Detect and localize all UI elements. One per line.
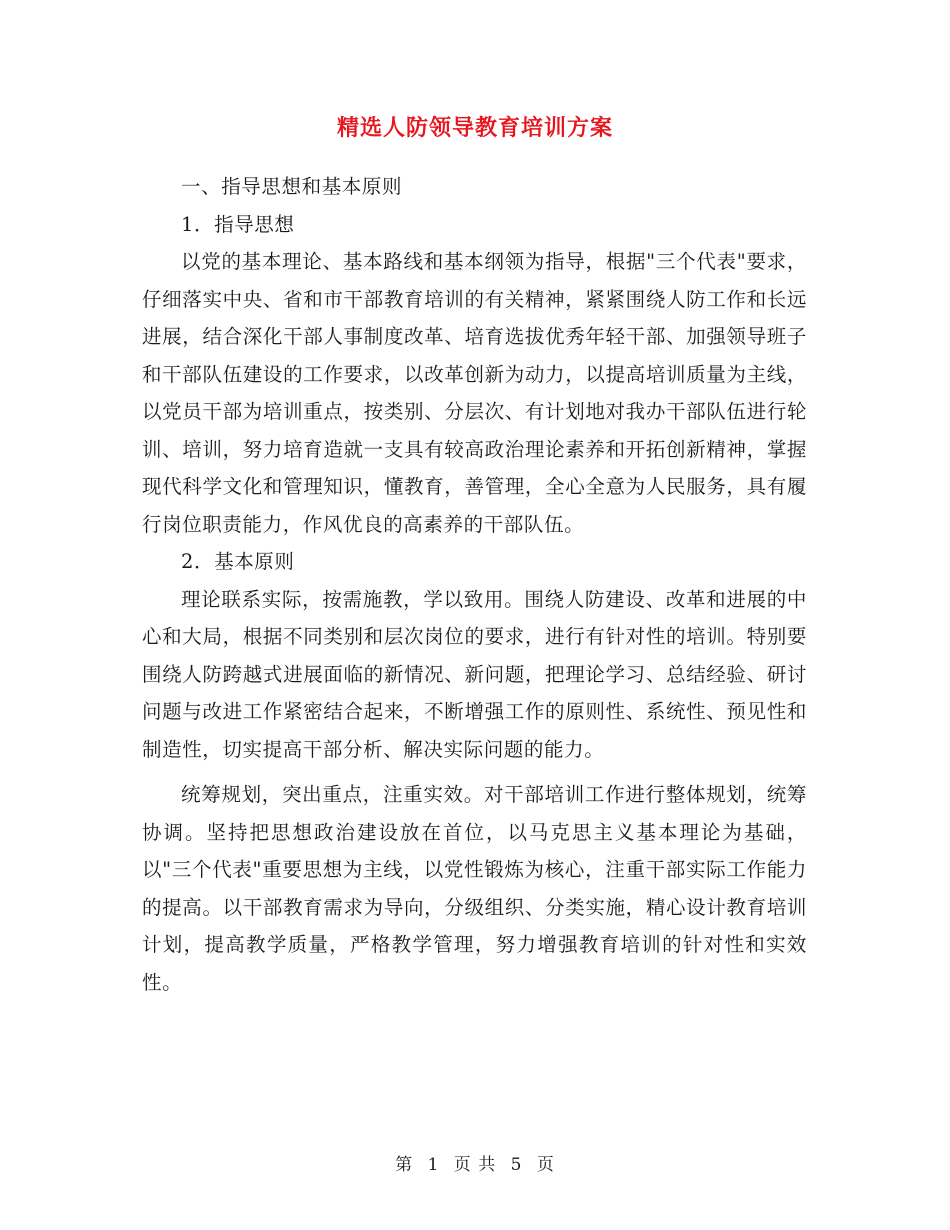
paragraph-theory-practice: 理论联系实际，按需施教，学以致用。围绕人防建设、改革和进展的中心和大局，根据不同类别和层次岗位的要求，进行有针对性的培训。特别要围绕人防跨越式进展面临的新情况、新问题，把理论学习、总结经验、研讨问题与改进工作紧密结合起来，不断增强工作的原则性、系统性、预见性和制造性，切实提高干部分析、解决实际问题的能力。 [142,587,807,761]
document-body [142,168,807,1001]
section-heading: 一、指导思想和基本原则 [181,175,403,198]
footer-page-number: 1 [427,1155,440,1175]
footer-suffix: 页 [536,1155,555,1175]
subsection-heading-guiding-ideology: 1．指导思想 [181,212,295,236]
paragraph-guiding-ideology: 以党的基本理论、基本路线和基本纲领为指导，根据"三个代表"要求，仔细落实中央、省和市干部教育培训的有关精神，紧紧围绕人防工作和长远进展，结合深化干部人事制度改革、培育选拔优秀年轻干部、加强领导班子和干部队伍建设的工作要求，以改革创新为动力，以提高培训质量为主线，以党员干部为培训重点，按类别、分层次、有计划地对我办干部队伍进行轮训、培训，努力培育造就一支具有较高政治理论素养和开拓创新精神，掌握现代科学文化和管理知识，懂教育，善管理，全心全意为人民服务，具有履行岗位职责能力，作风优良的高素养的干部队伍。 [142,250,807,536]
paragraph-overall-planning: 统筹规划，突出重点，注重实效。对干部培训工作进行整体规划，统筹协调。坚持把思想政治建设放在首位，以马克思主义基本理论为基础，以"三个代表"重要思想为主线，以党性锻炼为核心，注重干部实际工作能力的提高。以干部教育需求为导向，分级组织、分类实施，精心设计教育培训计划，提高教学质量，严格教学管理，努力增强教育培训的针对性和实效性。 [142,783,807,994]
subsection-heading-basic-principles: 2．基本原则 [181,550,295,573]
footer-prefix: 第 [395,1155,414,1175]
footer-middle: 页 共 [453,1155,497,1175]
footer-total-pages: 5 [510,1155,523,1175]
page-footer [0,1153,950,1177]
document-title: 精选人防领导教育培训方案 [336,115,613,141]
